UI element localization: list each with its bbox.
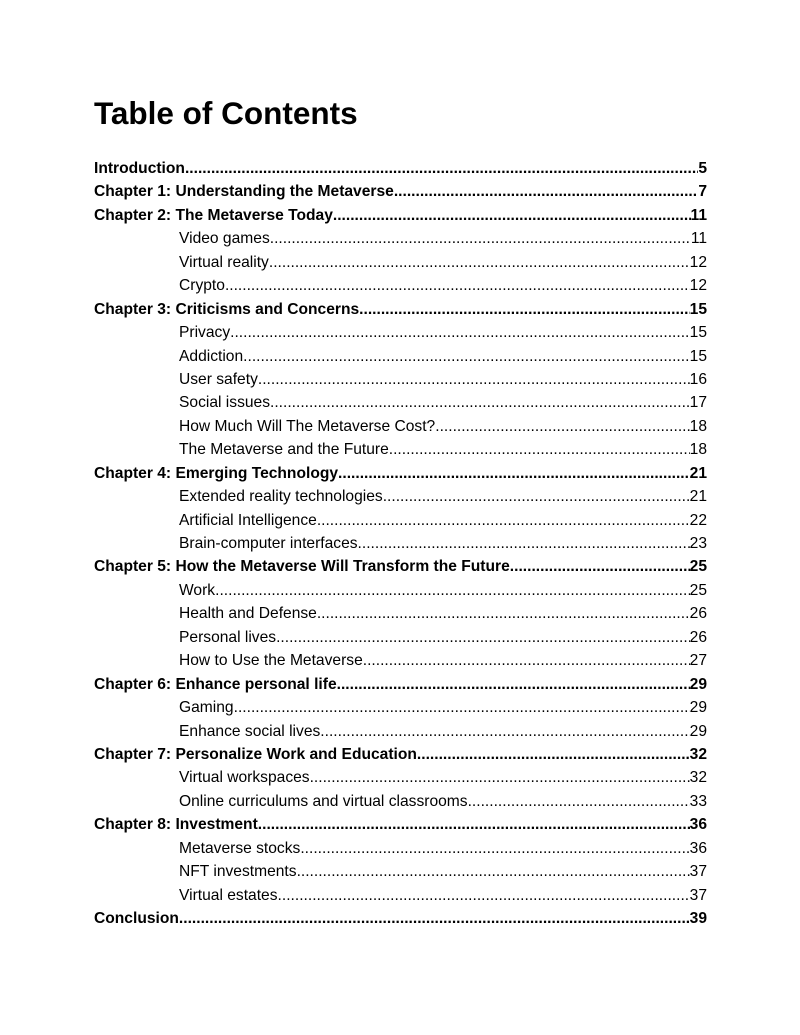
dot-leader <box>317 602 690 625</box>
toc-section-entry[interactable] <box>94 649 707 672</box>
toc-section-entry[interactable] <box>94 415 707 438</box>
toc-chapter-entry[interactable] <box>94 743 707 766</box>
toc-entry-label: Chapter 7: Personalize Work and Education <box>94 745 417 763</box>
dot-leader <box>276 626 690 649</box>
dot-leader <box>300 837 689 860</box>
toc-entry-page-number: 12 <box>689 253 707 271</box>
toc-entry-label: Personal lives <box>179 628 277 646</box>
toc-entry-label: Virtual reality <box>179 253 269 271</box>
dot-leader <box>359 298 689 321</box>
toc-chapter-entry[interactable] <box>94 673 707 696</box>
toc-entry-label: Virtual estates <box>179 886 278 904</box>
dot-leader <box>179 907 690 930</box>
dot-leader <box>333 204 691 227</box>
toc-entry-label: Chapter 8: Investment <box>94 816 258 834</box>
toc-entry-label: How to Use the Metaverse <box>179 652 363 670</box>
toc-section-entry[interactable] <box>94 391 707 414</box>
toc-entry-label: Virtual workspaces <box>179 769 310 787</box>
toc-entry-label: Brain-computer interfaces <box>179 535 358 552</box>
toc-section-entry[interactable] <box>94 227 707 250</box>
toc-entry-page-number: 33 <box>689 792 707 810</box>
toc-entry-page-number: 15 <box>689 300 707 318</box>
toc-entry-label: Chapter 6: Enhance personal life <box>94 675 337 693</box>
toc-entry-page-number: 26 <box>689 605 707 623</box>
dot-leader <box>320 720 689 743</box>
toc-entry-page-number: 15 <box>689 324 707 342</box>
toc-section-entry[interactable] <box>94 345 707 368</box>
toc-section-entry[interactable] <box>94 509 707 532</box>
toc-entry-label: Extended reality technologies <box>179 488 383 506</box>
toc-chapter-entry[interactable] <box>94 462 707 485</box>
toc-entry-label: Gaming <box>179 699 234 717</box>
toc-section-entry[interactable] <box>94 837 707 860</box>
dot-leader <box>337 673 690 696</box>
toc-entry-page-number: 18 <box>689 417 707 435</box>
dot-leader <box>383 485 690 508</box>
toc-entry-label: Artificial Intelligence <box>179 511 317 529</box>
toc-entry-page-number: 27 <box>689 652 707 670</box>
dot-leader <box>270 227 691 250</box>
toc-entry-page-number: 11 <box>690 230 707 248</box>
dot-leader <box>278 884 690 907</box>
toc-section-entry[interactable] <box>94 884 707 907</box>
toc-chapter-entry[interactable] <box>94 180 707 203</box>
toc-section-entry[interactable] <box>94 251 707 274</box>
toc-entry-page-number: 37 <box>689 886 707 904</box>
dot-leader <box>185 157 698 180</box>
toc-entry-page-number: 32 <box>689 769 707 787</box>
dot-leader <box>310 766 690 789</box>
dot-leader <box>234 696 690 719</box>
toc-entry-label: Introduction <box>94 160 185 177</box>
dot-leader <box>225 274 690 297</box>
dot-leader <box>358 532 690 555</box>
toc-entry-label: Social issues <box>179 394 271 412</box>
toc-section-entry[interactable] <box>94 602 707 625</box>
toc-entry-page-number: 17 <box>689 394 707 412</box>
toc-section-entry[interactable] <box>94 274 707 297</box>
toc-entry-label: How Much Will The Metaverse Cost? <box>179 417 436 435</box>
dot-leader <box>230 321 690 344</box>
toc-chapter-entry[interactable] <box>94 555 707 578</box>
toc-section-entry[interactable] <box>94 321 707 344</box>
toc-entry-label: Video games <box>179 230 270 248</box>
toc-entry-page-number: 7 <box>698 183 707 201</box>
toc-section-entry[interactable] <box>94 438 707 461</box>
toc-entry-page-number: 29 <box>689 675 707 693</box>
toc-entry-page-number: 21 <box>689 488 707 506</box>
toc-entry-label: Addiction <box>179 347 244 365</box>
toc-entry-label: Work <box>179 581 216 599</box>
dot-leader <box>468 790 690 813</box>
dot-leader <box>363 649 690 672</box>
dot-leader <box>389 438 690 461</box>
toc-section-entry[interactable] <box>94 696 707 719</box>
toc-entry-page-number: 22 <box>689 511 707 529</box>
table-of-contents <box>94 157 707 930</box>
toc-entry-label: Online curriculums and virtual classrooms <box>179 792 468 810</box>
toc-chapter-entry[interactable] <box>94 204 707 227</box>
toc-entry-page-number: 29 <box>689 699 707 717</box>
toc-entry-label: Metaverse stocks <box>179 839 301 857</box>
toc-entry-page-number: 36 <box>689 816 707 834</box>
dot-leader <box>215 579 690 602</box>
toc-entry-label: Health and Defense <box>179 605 317 623</box>
dot-leader <box>243 345 689 368</box>
toc-entry-label: Privacy <box>179 324 231 342</box>
toc-section-entry[interactable] <box>94 626 707 649</box>
toc-entry-page-number: 15 <box>689 347 707 365</box>
toc-chapter-entry[interactable] <box>94 157 707 180</box>
toc-section-entry[interactable] <box>94 720 707 743</box>
dot-leader <box>258 813 690 836</box>
dot-leader <box>317 509 690 532</box>
toc-entry-page-number: 25 <box>689 558 707 576</box>
toc-entry-label: Chapter 3: Criticisms and Concerns <box>94 300 360 318</box>
toc-entry-label: Enhance social lives <box>179 722 321 740</box>
dot-leader <box>510 555 690 578</box>
dot-leader <box>258 368 690 391</box>
toc-section-entry[interactable] <box>94 368 707 391</box>
toc-entry-page-number: 21 <box>689 464 707 482</box>
toc-entry-page-number: 36 <box>689 839 707 857</box>
toc-entry-label: Chapter 4: Emerging Technology <box>94 464 339 482</box>
toc-entry-page-number: 29 <box>689 722 707 740</box>
dot-leader <box>297 860 690 883</box>
toc-entry-page-number: 37 <box>689 863 707 881</box>
toc-entry-page-number: 32 <box>689 745 707 763</box>
toc-entry-label: Conclusion <box>94 910 179 927</box>
toc-chapter-entry[interactable] <box>94 298 707 321</box>
toc-entry-label: Chapter 1: Understanding the Metaverse <box>94 183 394 201</box>
toc-section-entry[interactable] <box>94 485 707 508</box>
toc-entry-page-number: 12 <box>689 277 707 295</box>
toc-entry-label: Chapter 2: The Metaverse Today <box>94 206 333 224</box>
dot-leader <box>338 462 690 485</box>
toc-entry-label: Chapter 5: How the Metaverse Will Transform the Future <box>94 558 510 576</box>
dot-leader <box>269 251 690 274</box>
toc-entry-page-number: 39 <box>689 910 707 927</box>
dot-leader <box>270 391 690 414</box>
toc-entry-page-number: 25 <box>689 581 707 599</box>
toc-entry-label: NFT investments <box>179 863 297 881</box>
toc-section-entry[interactable] <box>94 790 707 813</box>
toc-chapter-entry[interactable] <box>94 907 707 930</box>
toc-entry-label: User safety <box>179 370 258 388</box>
toc-section-entry[interactable] <box>94 532 707 555</box>
toc-entry-page-number: 16 <box>689 370 707 388</box>
toc-entry-label: Crypto <box>179 277 225 295</box>
toc-section-entry[interactable] <box>94 766 707 789</box>
toc-entry-page-number: 18 <box>689 441 707 459</box>
toc-entry-page-number: 5 <box>698 160 707 177</box>
toc-section-entry[interactable] <box>94 579 707 602</box>
dot-leader <box>435 415 689 438</box>
toc-entry-page-number: 11 <box>690 206 707 224</box>
dot-leader <box>417 743 690 766</box>
toc-section-entry[interactable] <box>94 860 707 883</box>
toc-entry-page-number: 23 <box>689 535 707 552</box>
dot-leader <box>394 180 698 203</box>
page-title: Table of Contents <box>94 95 358 131</box>
toc-entry-page-number: 26 <box>689 628 707 646</box>
toc-entry-label: The Metaverse and the Future <box>179 441 389 459</box>
toc-chapter-entry[interactable] <box>94 813 707 836</box>
